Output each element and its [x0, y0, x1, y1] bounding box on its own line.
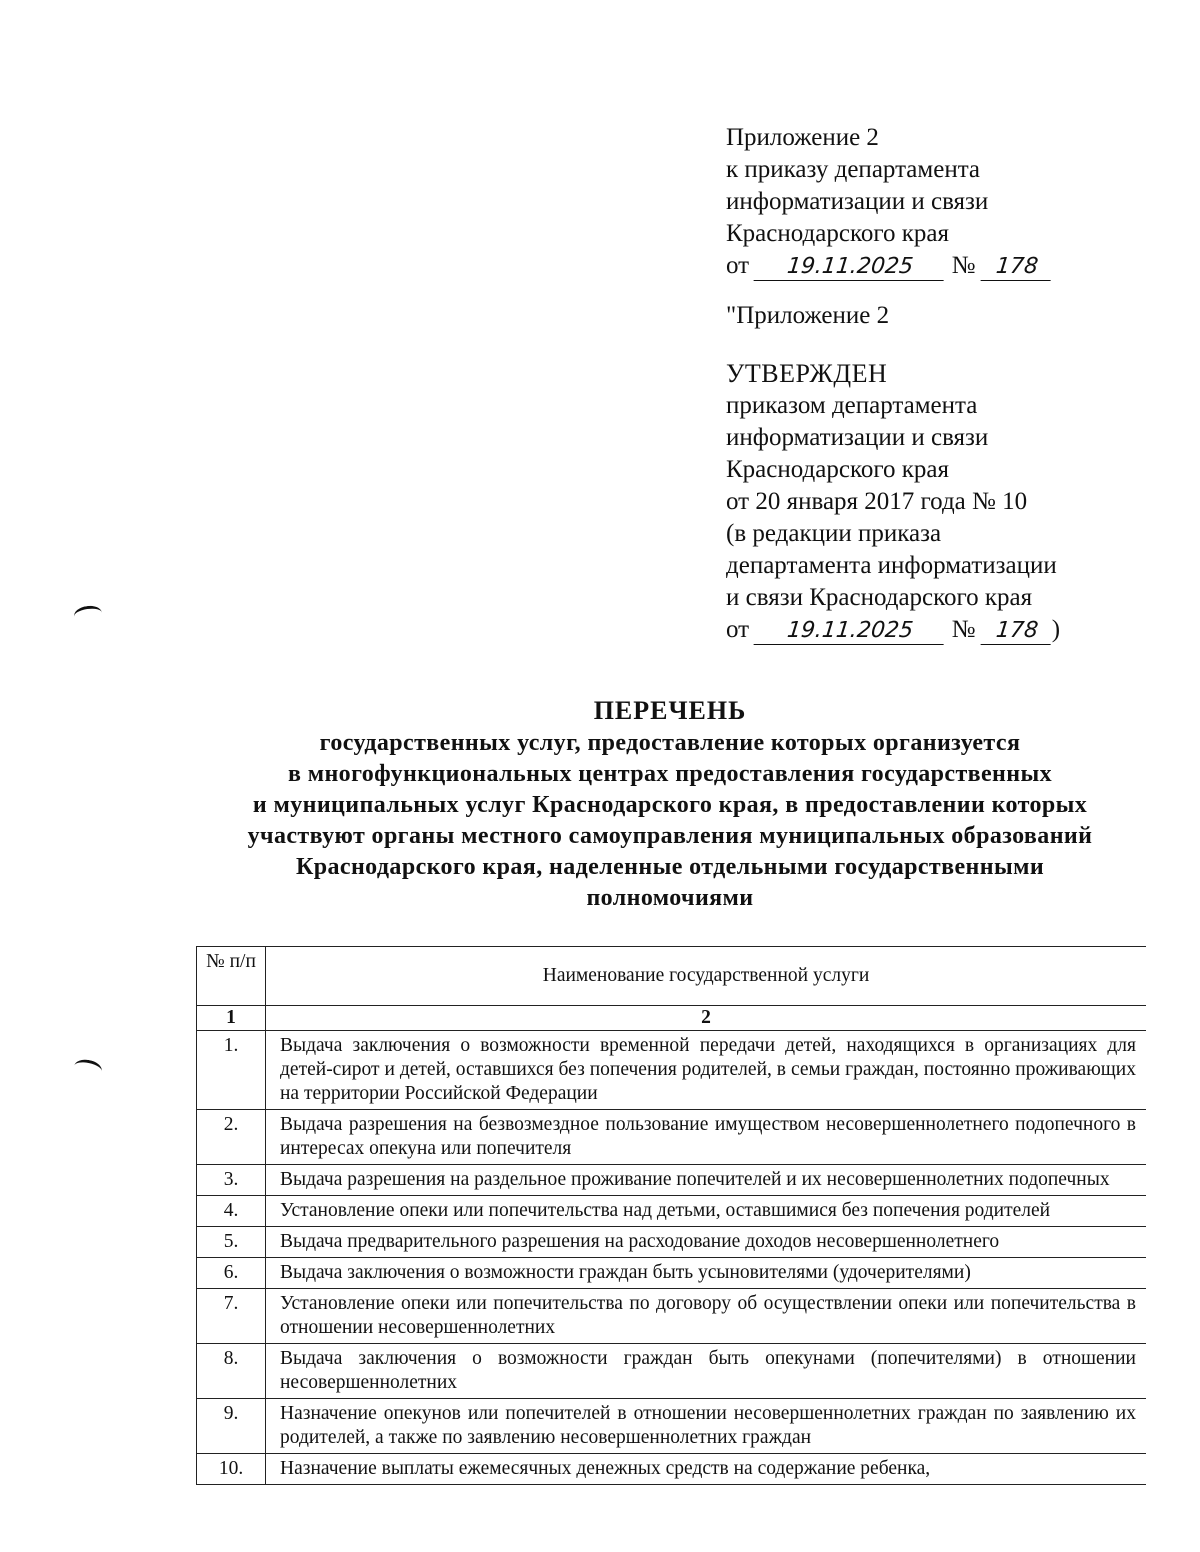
- heading-line-6: полномочиями: [586, 885, 754, 911]
- appendix-line-2: к приказу департамента: [726, 156, 981, 183]
- column-number-row: [197, 1006, 1147, 1031]
- appendix-line-3: информатизации и связи: [726, 188, 989, 215]
- table-row: [197, 1289, 1147, 1344]
- row-service-name: Выдача заключения о возможности граждан быть опекунами (попечителями) в отношении несовершеннолетних: [266, 1344, 1147, 1399]
- table-row: [197, 1454, 1147, 1485]
- appendix-line-1: Приложение 2: [726, 124, 879, 151]
- approved-line-3: Краснодарского края: [726, 456, 949, 483]
- approved-title: УТВЕРЖДЕН: [726, 359, 888, 388]
- row-service-name: Установление опеки или попечительства над детьми, оставшимися без попечения родителей: [266, 1196, 1147, 1227]
- table-row: [197, 1344, 1147, 1399]
- approved-from-prefix: от: [726, 616, 750, 643]
- table-row: [197, 1031, 1147, 1110]
- table-row: [197, 1227, 1147, 1258]
- table-row: [197, 1110, 1147, 1165]
- row-number: 7.: [197, 1289, 266, 1344]
- row-service-name: Выдача предварительного разрешения на расходование доходов несовершеннолетнего: [266, 1227, 1147, 1258]
- appendix-block: [726, 122, 1166, 646]
- approved-quote-line: "Приложение 2: [726, 302, 890, 329]
- row-number: 8.: [197, 1344, 266, 1399]
- appendix-number-prefix: №: [951, 252, 976, 279]
- row-number: 1.: [197, 1031, 266, 1110]
- row-number: 9.: [197, 1399, 266, 1454]
- appendix-date-line: [726, 250, 1166, 282]
- document-heading: [150, 694, 1190, 914]
- table-row: [197, 1196, 1147, 1227]
- row-service-name: Выдача заключения о возможности временной передачи детей, находящихся в организациях для детей-сирот и детей, оставшихся без попечения родителей, в семьи граждан, постоянно проживающих на территории Российской Федерации: [266, 1031, 1147, 1110]
- approved-close-paren: ): [1051, 616, 1061, 643]
- table-header-row: [197, 947, 1147, 1006]
- row-service-name: Назначение выплаты ежемесячных денежных средств на содержание ребенка,: [266, 1454, 1147, 1485]
- column-number-1: 1: [197, 1006, 266, 1031]
- header-num: № п/п: [197, 947, 266, 1006]
- heading-line-5: Краснодарского края, наделенные отдельными государственными: [295, 854, 1045, 880]
- punch-hole-mark-top: [73, 604, 103, 625]
- heading-line-1: государственных услуг, предоставление которых организуется: [319, 730, 1021, 756]
- approved-line-5: (в редакции приказа: [726, 520, 942, 547]
- approved-line-7: и связи Краснодарского края: [726, 584, 1033, 611]
- table-row: [197, 1399, 1147, 1454]
- approved-line-6: департамента информатизации: [726, 552, 1057, 579]
- table-row: [197, 1165, 1147, 1196]
- row-number: 10.: [197, 1454, 266, 1485]
- approved-line-1: приказом департамента: [726, 392, 978, 419]
- heading-line-4: участвуют органы местного самоуправления муниципальных образований: [247, 823, 1093, 849]
- heading-line-3: и муниципальных услуг Краснодарского края, в предоставлении которых: [252, 792, 1088, 818]
- approved-line-4: от 20 января 2017 года № 10: [726, 488, 1028, 515]
- table-row: [197, 1258, 1147, 1289]
- header-name: Наименование государственной услуги: [266, 947, 1147, 1006]
- row-service-name: Выдача разрешения на раздельное проживание попечителей и их несовершеннолетних подопечных: [266, 1165, 1147, 1196]
- approved-handwritten-date: 19.11.2025: [754, 618, 947, 645]
- approved-date-line: [726, 614, 1166, 646]
- row-number: 5.: [197, 1227, 266, 1258]
- approved-handwritten-number: 178: [980, 618, 1053, 645]
- row-number: 3.: [197, 1165, 266, 1196]
- row-service-name: Выдача разрешения на безвозмездное пользование имуществом несовершеннолетнего подопечного в интересах опекуна или попечителя: [266, 1110, 1147, 1165]
- punch-hole-mark-bottom: [73, 1057, 104, 1079]
- row-number: 6.: [197, 1258, 266, 1289]
- row-number: 4.: [197, 1196, 266, 1227]
- appendix-from-prefix: от: [726, 252, 750, 279]
- column-number-2: 2: [266, 1006, 1147, 1031]
- row-service-name: Выдача заключения о возможности граждан быть усыновителями (удочерителями): [266, 1258, 1147, 1289]
- row-number: 2.: [197, 1110, 266, 1165]
- heading-line-2: в многофункциональных центрах предоставления государственных: [287, 761, 1053, 787]
- approved-line-2: информатизации и связи: [726, 424, 989, 451]
- row-service-name: Назначение опекунов или попечителей в отношении несовершеннолетних граждан по заявлению их родителей, а также по заявлению несовершеннолетних граждан: [266, 1399, 1147, 1454]
- appendix-handwritten-date: 19.11.2025: [754, 254, 947, 281]
- appendix-handwritten-number: 178: [980, 254, 1053, 281]
- appendix-line-4: Краснодарского края: [726, 220, 949, 247]
- approved-number-prefix: №: [951, 616, 976, 643]
- heading-title: ПЕРЕЧЕНЬ: [593, 696, 747, 725]
- row-service-name: Установление опеки или попечительства по договору об осуществлении опеки или попечительства в отношении несовершеннолетних: [266, 1289, 1147, 1344]
- services-table-wrapper: [196, 946, 1146, 1485]
- services-table: [196, 946, 1146, 1485]
